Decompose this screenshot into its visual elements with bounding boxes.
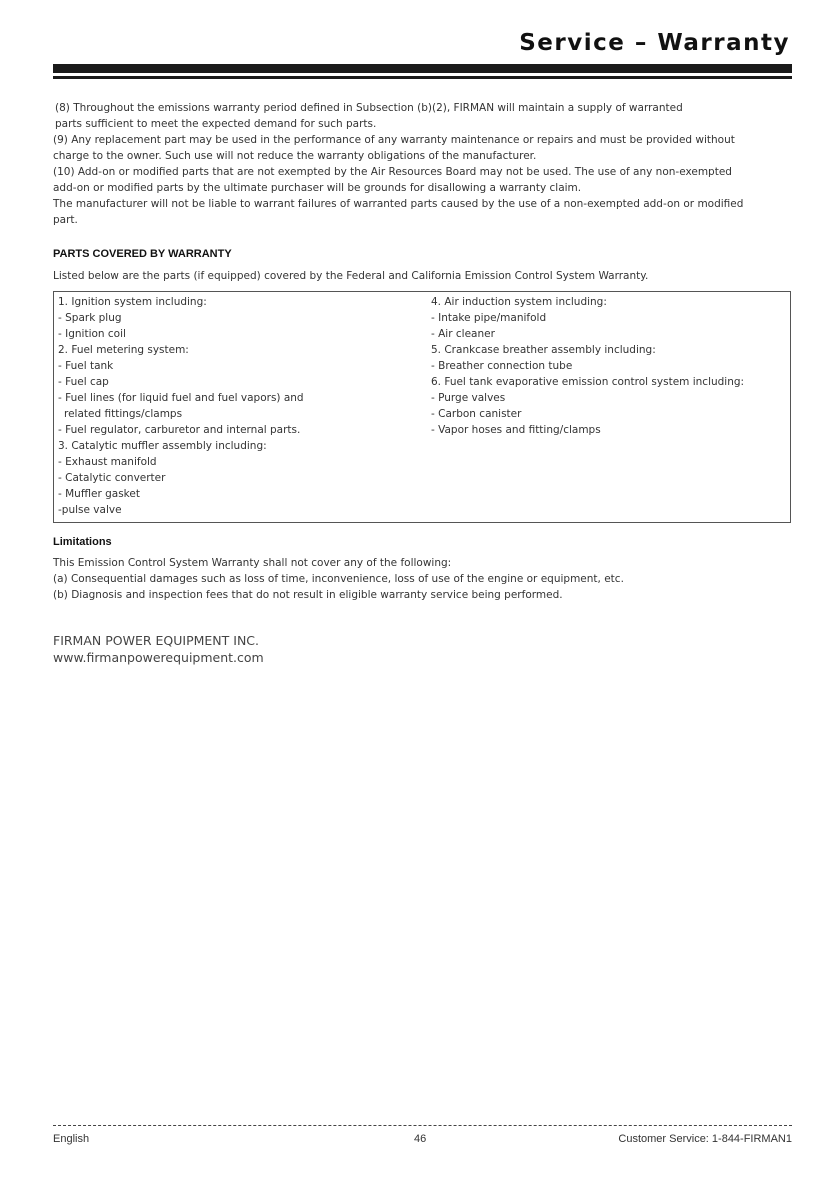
paragraph-9-line-2: charge to the owner. Such use will not reduce the warranty obligations of the manufacturer. bbox=[53, 150, 537, 162]
parts-item: 1. Ignition system including: bbox=[58, 296, 207, 308]
company-website: www.firmanpowerequipment.com bbox=[53, 650, 264, 665]
parts-item: - Muffler gasket bbox=[58, 488, 140, 500]
limitations-item-a: (a) Consequential damages such as loss of time, inconvenience, loss of use of the engine or equipment, etc. bbox=[53, 573, 624, 585]
parts-item: - Catalytic converter bbox=[58, 472, 166, 484]
parts-item: - Air cleaner bbox=[431, 328, 495, 340]
parts-list-box bbox=[53, 291, 791, 523]
parts-item: 3. Catalytic muffler assembly including: bbox=[58, 440, 267, 452]
header-rule-thin bbox=[53, 76, 792, 79]
paragraph-9-line-1: (9) Any replacement part may be used in the performance of any warranty maintenance or repairs and must be provided without bbox=[53, 134, 735, 146]
parts-item: 4. Air induction system including: bbox=[431, 296, 607, 308]
limitations-item-b: (b) Diagnosis and inspection fees that do not result in eligible warranty service being performed. bbox=[53, 589, 563, 601]
company-block bbox=[53, 632, 264, 666]
parts-item: - Fuel tank bbox=[58, 360, 114, 372]
parts-item: - Intake pipe/manifold bbox=[431, 312, 547, 324]
parts-item: - Exhaust manifold bbox=[58, 456, 157, 468]
parts-column-2 bbox=[431, 294, 787, 438]
paragraph-8-line-1: (8) Throughout the emissions warranty period defined in Subsection (b)(2), FIRMAN will maintain a supply of warranted bbox=[55, 102, 683, 114]
liability-line-1: The manufacturer will not be liable to warrant failures of warranted parts caused by the use of a non-exempted add-on or modified bbox=[53, 198, 744, 210]
parts-item: - Breather connection tube bbox=[431, 360, 573, 372]
parts-item: - Vapor hoses and fitting/clamps bbox=[431, 424, 601, 436]
parts-item: - Fuel lines (for liquid fuel and fuel vapors) and bbox=[58, 392, 304, 404]
parts-item: - Spark plug bbox=[58, 312, 122, 324]
parts-item: - Carbon canister bbox=[431, 408, 522, 420]
footer-customer-service: Customer Service: 1-844-FIRMAN1 bbox=[618, 1133, 792, 1145]
header-rule-thick bbox=[53, 64, 792, 73]
parts-column-1 bbox=[58, 294, 418, 518]
parts-item: -pulse valve bbox=[58, 504, 122, 516]
paragraph-10-line-2: add-on or modified parts by the ultimate purchaser will be grounds for disallowing a warranty claim. bbox=[53, 182, 582, 194]
limitations-section bbox=[53, 555, 793, 603]
parts-item: 5. Crankcase breather assembly including: bbox=[431, 344, 656, 356]
page-title: Service – Warranty bbox=[519, 30, 790, 56]
parts-heading: PARTS COVERED BY WARRANTY bbox=[53, 248, 232, 260]
parts-item: 6. Fuel tank evaporative emission control system including: bbox=[431, 376, 745, 388]
limitations-intro: This Emission Control System Warranty shall not cover any of the following: bbox=[53, 557, 452, 569]
footer-rule bbox=[53, 1125, 792, 1126]
parts-item: - Fuel cap bbox=[58, 376, 109, 388]
company-name: FIRMAN POWER EQUIPMENT INC. bbox=[53, 633, 260, 648]
page-number: 46 bbox=[414, 1133, 427, 1145]
limitations-heading: Limitations bbox=[53, 536, 112, 548]
parts-item: 2. Fuel metering system: bbox=[58, 344, 189, 356]
parts-item: - Purge valves bbox=[431, 392, 506, 404]
intro-section bbox=[53, 100, 793, 228]
parts-intro: Listed below are the parts (if equipped) covered by the Federal and California Emission Control System Warranty. bbox=[53, 270, 649, 282]
footer-language: English bbox=[53, 1133, 90, 1145]
liability-line-2: part. bbox=[53, 214, 78, 226]
parts-item: - Ignition coil bbox=[58, 328, 126, 340]
paragraph-8-line-2: parts sufficient to meet the expected demand for such parts. bbox=[55, 118, 377, 130]
paragraph-10-line-1: (10) Add-on or modified parts that are not exempted by the Air Resources Board may not be used. The use of any non-exempted bbox=[53, 166, 732, 178]
parts-item: related fittings/clamps bbox=[64, 408, 183, 420]
parts-item: - Fuel regulator, carburetor and internal parts. bbox=[58, 424, 301, 436]
